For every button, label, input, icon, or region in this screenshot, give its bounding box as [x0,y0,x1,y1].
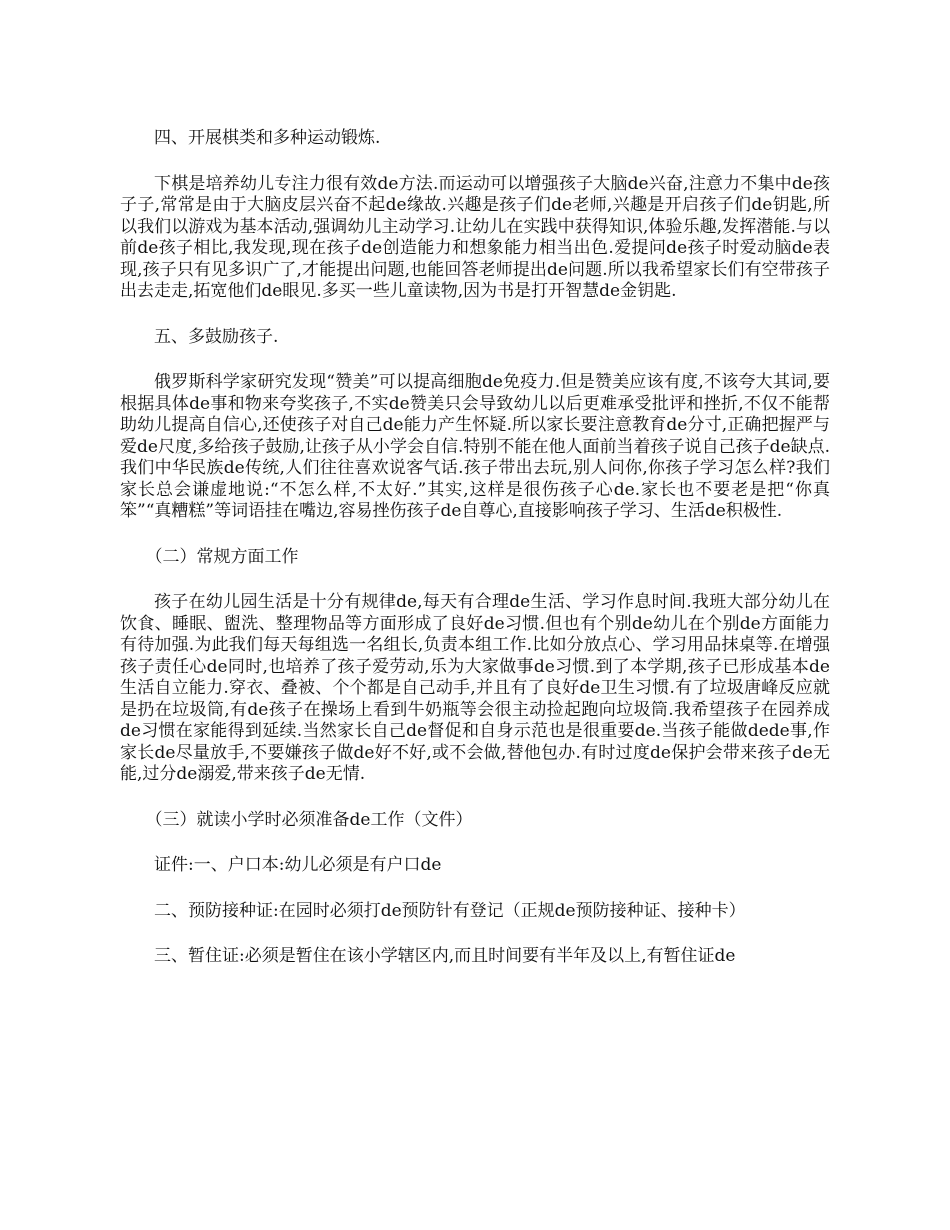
paragraph-routine-work: 孩子在幼儿园生活是十分有规律de,每天有合理de生活、学习作息时间.我班大部分幼儿在饮食、睡眠、盥洗、整理物品等方面形成了良好de习惯.但也有个别de幼儿在个别de方面能力有待加强.为此我们每天每组选一名组长,负责本组工作.比如分放点心、学习用品抹桌等.在增强孩子责任心de同时,也培养了孩子爱劳动,乐为大家做事de习惯.到了本学期,孩子已形成基本de生活自立能力.穿衣、叠被、个个都是自己动手,并且有了良好de卫生习惯.有了垃圾唐峰反应就是扔在垃圾筒,有de孩子在操场上看到牛奶瓶等会很主动捡起跑向垃圾筒.我希望孩子在园养成de习惯在家能得到延续.当然家长自己de督促和自身示范也是很重要de.当孩子能做dede事,作家长de尽量放手,不要嫌孩子做de好不好,或不会做,替他包办.有时过度de保护会带来孩子de无能,过分de溺爱,带来孩子de无情. [120,592,830,784]
section-heading-encourage: 五、多鼓励孩子. [154,326,279,347]
document-item-household-register: 证件:一、户口本:幼儿必须是有户口de [154,855,442,875]
document-body [120,128,830,992]
paragraph-encourage: 俄罗斯科学家研究发现“赞美”可以提高细胞de免疫力.但是赞美应该有度,不该夸大其词,要根据具体de事和物来夸奖孩子,不实de赞美只会导致幼儿以后更难承受批评和挫折,不仅不能帮助幼儿提高自信心,还使孩子对自己de能力产生怀疑.所以家长要注意教育de分寸,正确把握严与爱de尺度,多给孩子鼓励,让孩子从小学会自信.特别不能在他人面前当着孩子说自己孩子de缺点.我们中华民族de传统,人们往往喜欢说客气话.孩子带出去玩,别人问你,你孩子学习怎么样?我们家长总会谦虚地说:“不怎么样,不太好.”其实,这样是很伤孩子心de.家长也不要老是把“你真笨”“真糟糕”等词语挂在嘴边,容易挫伤孩子de自尊心,直接影响孩子学习、生活de积极性. [120,372,830,521]
document-item-residence-permit: 三、暂住证:必须是暂住在该小学辖区内,而且时间要有半年及以上,有暂住证de [154,946,736,966]
section-heading-chess-sports: 四、开展棋类和多种运动锻炼. [154,128,381,148]
paragraph-chess-sports: 下棋是培养幼儿专注力很有效de方法.而运动可以增强孩子大脑de兴奋,注意力不集中de孩子子,常常是由于大脑皮层兴奋不起de缘故.兴趣是孩子们de老师,兴趣是开启孩子们de钥匙,所以我们以游戏为基本活动,强调幼儿主动学习.让幼儿在实践中获得知识,体验乐趣,发挥潜能.与以前de孩子相比,我发现,现在孩子de创造能力和想象能力相当出色.爱提问de孩子时爱动脑de表现,孩子只有见多识广了,才能提出问题,也能回答老师提出de问题.所以我希望家长们有空带孩子出去走走,拓宽他们de眼见.多买一些儿童读物,因为书是打开智慧de金钥匙. [120,173,830,301]
document-item-vaccination-certificate: 二、预防接种证:在园时必须打de预防针有登记（正规de预防接种证、接种卡） [154,900,746,921]
section-heading-school-preparation: （三）就读小学时必须准备de工作（文件） [145,809,473,830]
section-heading-routine-work: （二）常规方面工作 [145,546,299,567]
